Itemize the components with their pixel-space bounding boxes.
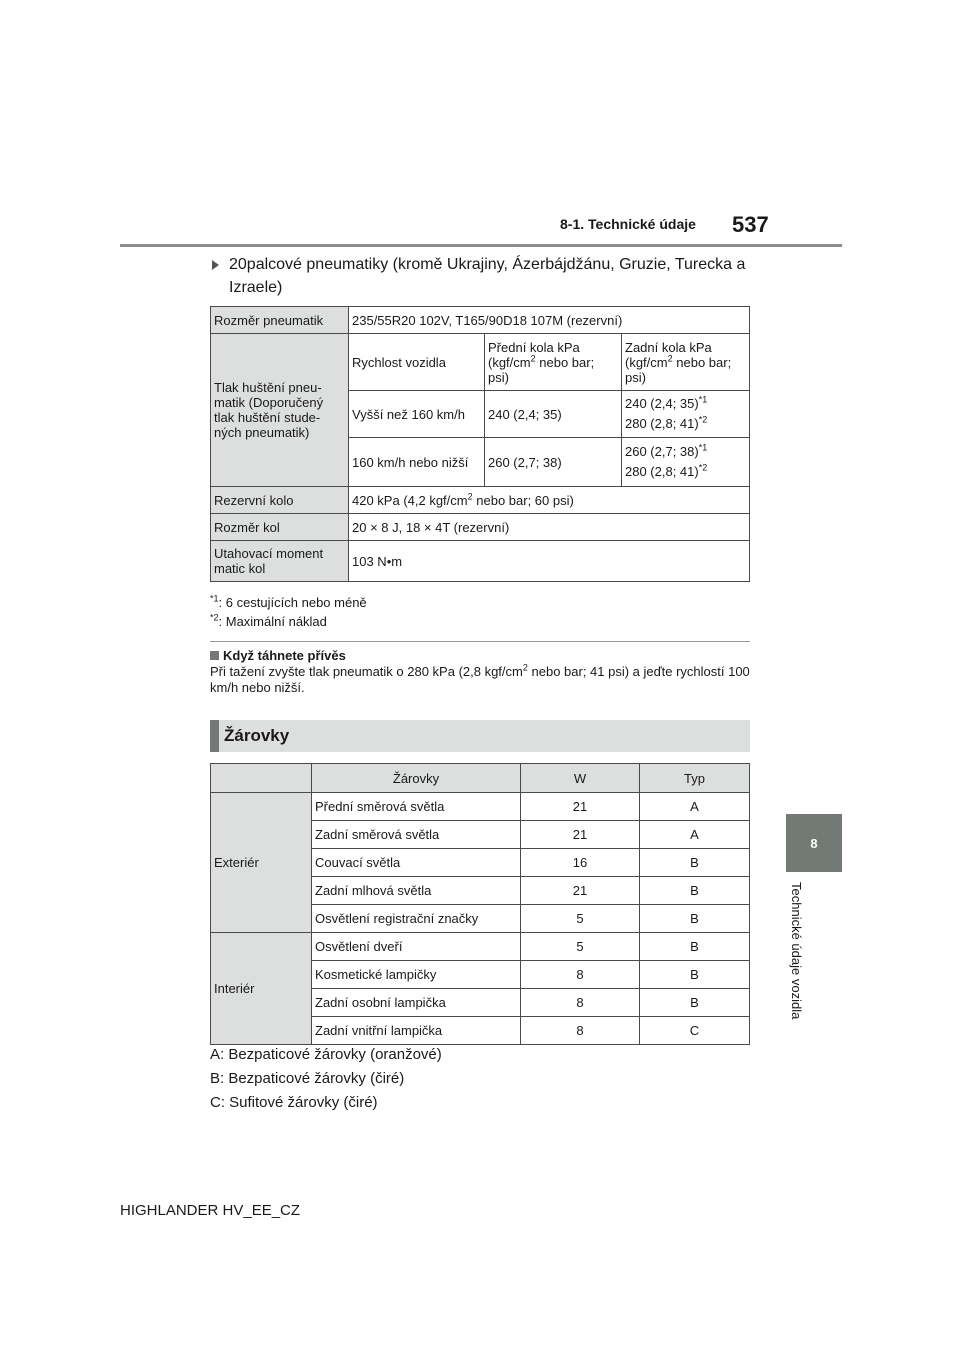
footnote-item: $^{*2}$: Maximální náklad — [210, 612, 327, 629]
bulb-name: Zadní osobní lampička — [312, 989, 521, 1017]
bulbs-heading-text: Žárovky — [224, 726, 290, 745]
bulb-type: B — [640, 961, 750, 989]
front-pressure-cell: 240 (2,4; 35) — [485, 391, 622, 438]
bulb-watt: 8 — [521, 961, 640, 989]
torque-label: Utahovací moment matic kol — [211, 541, 349, 582]
heading-accent-bar — [210, 720, 219, 752]
intro-paragraph — [212, 253, 752, 299]
bulb-watt: 5 — [521, 933, 640, 961]
bulb-name: Osvětlení registrační značky — [312, 905, 521, 933]
exterior-label: Exteriér — [211, 793, 312, 933]
bulb-name: Osvětlení dveří — [312, 933, 521, 961]
bulb-watt: 8 — [521, 989, 640, 1017]
bulb-watt: 21 — [521, 877, 640, 905]
bulb-type: B — [640, 989, 750, 1017]
tire-specs-table — [210, 306, 750, 582]
tire-size-value: 235/55R20 102V, T165/90D18 107M (rezervní) — [349, 307, 750, 334]
table-row — [211, 933, 750, 961]
watt-col-header: W — [521, 764, 640, 793]
header-divider — [120, 244, 842, 247]
footnote-item: $^{*1}$: 6 cestujících nebo méně — [210, 593, 367, 610]
intro-text: 20palcové pneumatiky (kromě Ukrajiny, Ázerbájdžánu, Gruzie, Turecka a Izraele) — [229, 256, 746, 296]
bulb-watt: 5 — [521, 905, 640, 933]
bulbs-heading — [210, 720, 750, 752]
footer-model: HIGHLANDER HV_EE_CZ — [120, 1202, 301, 1219]
section-divider — [210, 641, 750, 642]
bulb-type: A — [640, 793, 750, 821]
bulb-name: Couvací světla — [312, 849, 521, 877]
square-bullet-icon — [210, 651, 219, 660]
chapter-tab — [786, 814, 842, 872]
speed-header: Rychlost vozidla — [349, 334, 485, 391]
legend-item: A: Bezpaticové žárovky (oranžové) — [210, 1046, 442, 1063]
speed-cell: 160 km/h nebo nižší — [349, 438, 485, 487]
page-number: 537 — [732, 212, 769, 237]
wheel-size-label: Rozměr kol — [211, 514, 349, 541]
bulb-type-legend — [210, 1043, 442, 1115]
spare-value: 420 kPa (4,2 kgf/$cm^2$ nebo bar; 60 psi) — [349, 487, 750, 514]
bulbs-col-header: Žárovky — [312, 764, 521, 793]
bulb-name: Zadní vnitřní lampička — [312, 1017, 521, 1045]
empty-header-cell — [211, 764, 312, 793]
chapter-number: 8 — [810, 835, 818, 851]
legend-item: B: Bezpaticové žárovky (čiré) — [210, 1070, 405, 1087]
bulb-type: B — [640, 877, 750, 905]
interior-label: Interiér — [211, 933, 312, 1045]
front-pressure-cell: 260 (2,7; 38) — [485, 438, 622, 487]
bulb-name: Zadní směrová světla — [312, 821, 521, 849]
rear-pressure-cell: 260 (2,7; 38)$^{*1}$ 280 (2,8; 41)$^{*2}$ — [622, 438, 750, 487]
towing-title: Když táhnete přívěs — [210, 648, 346, 663]
bulb-type: B — [640, 933, 750, 961]
table-row — [211, 793, 750, 821]
table-row — [211, 514, 750, 541]
towing-text: Při tažení zvyšte tlak pneumatik o 280 kPa (2,8 kgf/$cm^2$ nebo bar; 41 psi) a jeďte rychlostí 100 km/h nebo nižší. — [210, 662, 750, 695]
chapter-side-label — [786, 882, 806, 1042]
legend-item: C: Sufitové žárovky (čiré) — [210, 1094, 378, 1111]
table-row — [211, 307, 750, 334]
table-header-row — [211, 764, 750, 793]
type-col-header: Typ — [640, 764, 750, 793]
section-title: 8-1. Technické údaje — [560, 216, 696, 232]
front-header: Přední kola kPa ($kgf/cm^2$ nebo bar; psi) — [485, 334, 622, 391]
bulb-watt: 21 — [521, 793, 640, 821]
bulbs-table — [210, 763, 750, 1045]
bulb-type: B — [640, 849, 750, 877]
wheel-size-value: 20 × 8 J, 18 × 4T (rezervní) — [349, 514, 750, 541]
tire-size-label: Rozměr pneumatik — [211, 307, 349, 334]
rear-header: Zadní kola kPa ($kgf/cm^2$ nebo bar; psi) — [622, 334, 750, 391]
bulb-name: Zadní mlhová světla — [312, 877, 521, 905]
bulb-watt: 16 — [521, 849, 640, 877]
bulb-watt: 21 — [521, 821, 640, 849]
bulb-type: C — [640, 1017, 750, 1045]
bullet-arrow-icon — [212, 260, 219, 270]
torque-value: 103 N•m — [349, 541, 750, 582]
table-row — [211, 541, 750, 582]
bulb-name: Přední směrová světla — [312, 793, 521, 821]
spare-label: Rezervní kolo — [211, 487, 349, 514]
footnotes — [210, 593, 367, 631]
speed-cell: Vyšší než 160 km/h — [349, 391, 485, 438]
pressure-label: Tlak huštění pneu-matik (Doporučený tlak huštění stude-ných pneumatik) — [211, 334, 349, 487]
bulb-watt: 8 — [521, 1017, 640, 1045]
bulb-type: A — [640, 821, 750, 849]
chapter-label-text: Technické údaje vozidla — [789, 882, 804, 1020]
table-row — [211, 487, 750, 514]
bulb-type: B — [640, 905, 750, 933]
table-row — [211, 334, 750, 391]
bulb-name: Kosmetické lampičky — [312, 961, 521, 989]
rear-pressure-cell: 240 (2,4; 35)$^{*1}$ 280 (2,8; 41)$^{*2}$ — [622, 391, 750, 438]
